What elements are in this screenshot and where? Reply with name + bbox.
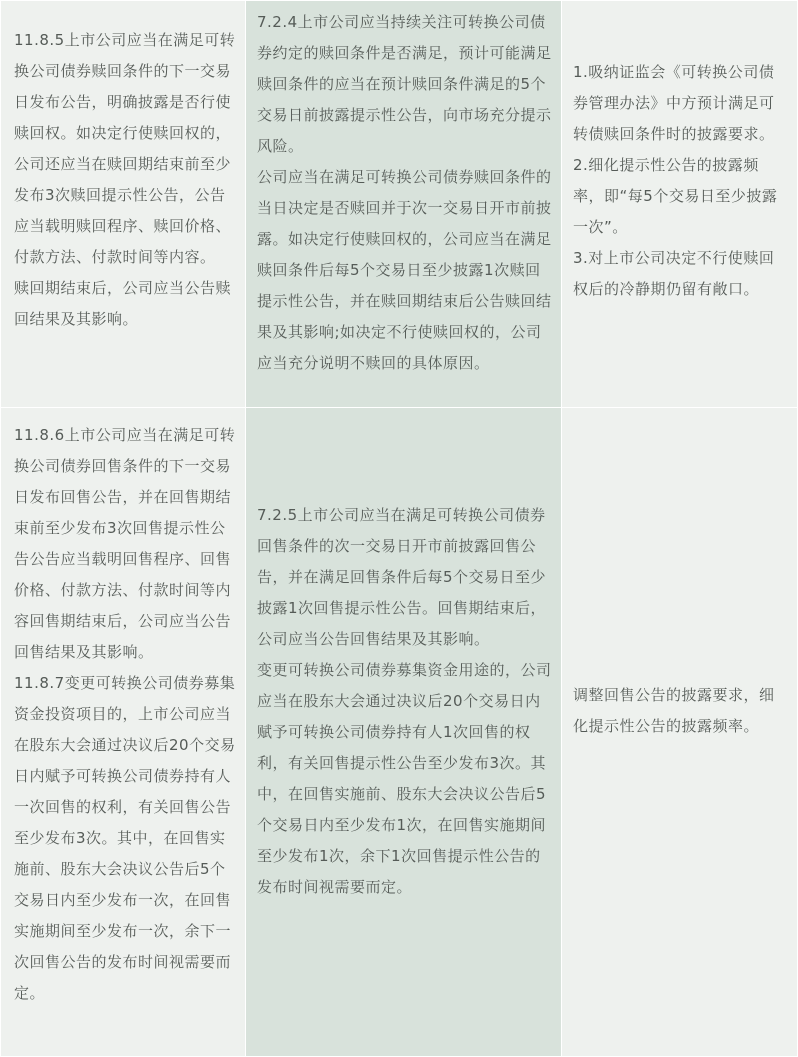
paragraph: 11.8.7变更可转换公司债券募集资金投资项目的，上市公司应当在股东大会通过决议后20个交易日内赋予可转换公司债券持有人一次回售的权利，有关回售公告至少发布3次。其中，在回售实施前、股东大会决议公告后5个交易日内至少发布一次，在回售实施期间至少发布一次，余下一次回售公告的发布时间视需要而定。 bbox=[14, 674, 236, 1002]
paragraph: 7.2.4上市公司应当持续关注可转换公司债券约定的赎回条件是否满足，预计可能满足赎回条件的应当在预计赎回条件满足的5个交易日前披露提示性公告，向市场充分提示风险。 bbox=[257, 13, 552, 155]
paragraph: 7.2.5上市公司应当在满足可转换公司债券回售条件的次一交易日开市前披露回售公告，并在满足回售条件后每5个交易日至少披露1次回售提示性公告。回售期结束后，公司应当公告回售结果及其影响。 bbox=[257, 506, 547, 648]
paragraph: 11.8.5上市公司应当在满足可转换公司债券赎回条件的下一交易日发布公告，明确披露是否行使赎回权。如决定行使赎回权的，公司还应当在赎回期结束前至少发布3次赎回提示性公告，公告应当载明赎回程序、赎回价格、付款方法、付款时间等内容。 bbox=[14, 31, 236, 266]
new-rule-cell bbox=[246, 408, 562, 1057]
change-note-cell bbox=[562, 408, 798, 1057]
old-rule-cell bbox=[1, 408, 246, 1057]
paragraph: 调整回售公告的披露要求，细化提示性公告的披露频率。 bbox=[573, 686, 775, 735]
paragraph: 3.对上市公司决定不行使赎回权后的冷静期仍留有敞口。 bbox=[573, 249, 775, 298]
paragraph: 2.细化提示性公告的披露频率，即“每5个交易日至少披露一次”。 bbox=[573, 156, 778, 236]
paragraph: 变更可转换公司债券募集资金用途的，公司应当在股东大会通过决议后20个交易日内赋予可转换公司债券持有人1次回售的权利，有关回售提示性公告至少发布3次。其中，在回售实施前、股东大会决议公告后5个交易日内至少发布1次，在回售实施期间至少发布1次，余下1次回售提示性公告的发布时间视需要而定。 bbox=[257, 661, 552, 896]
paragraph: 11.8.6上市公司应当在满足可转换公司债券回售条件的下一交易日发布回售公告，并在回售期结束前至少发布3次回售提示性公告公告应当载明回售程序、回售价格、付款方法、付款时间等内容回售期结束后，公司应当公告回售结果及其影响。 bbox=[14, 426, 236, 661]
paragraph: 赎回期结束后，公司应当公告赎回结果及其影响。 bbox=[14, 279, 232, 328]
old-rule-cell bbox=[1, 1, 246, 408]
paragraph: 1.吸纳证监会《可转换公司债券管理办法》中方预计满足可转债赎回条件时的披露要求。 bbox=[573, 63, 775, 143]
new-rule-cell bbox=[246, 1, 562, 408]
table-row bbox=[1, 1, 798, 408]
paragraph: 公司应当在满足可转换公司债券赎回条件的当日决定是否赎回并于次一交易日开市前披露。如决定行使赎回权的，公司应当在满足赎回条件后每5个交易日至少披露1次赎回提示性公告，并在赎回期结束后公告赎回结果及其影响;如决定不行使赎回权的，公司应当充分说明不赎回的具体原因。 bbox=[257, 168, 552, 372]
table-row bbox=[1, 408, 798, 1057]
change-note-cell bbox=[562, 1, 798, 408]
